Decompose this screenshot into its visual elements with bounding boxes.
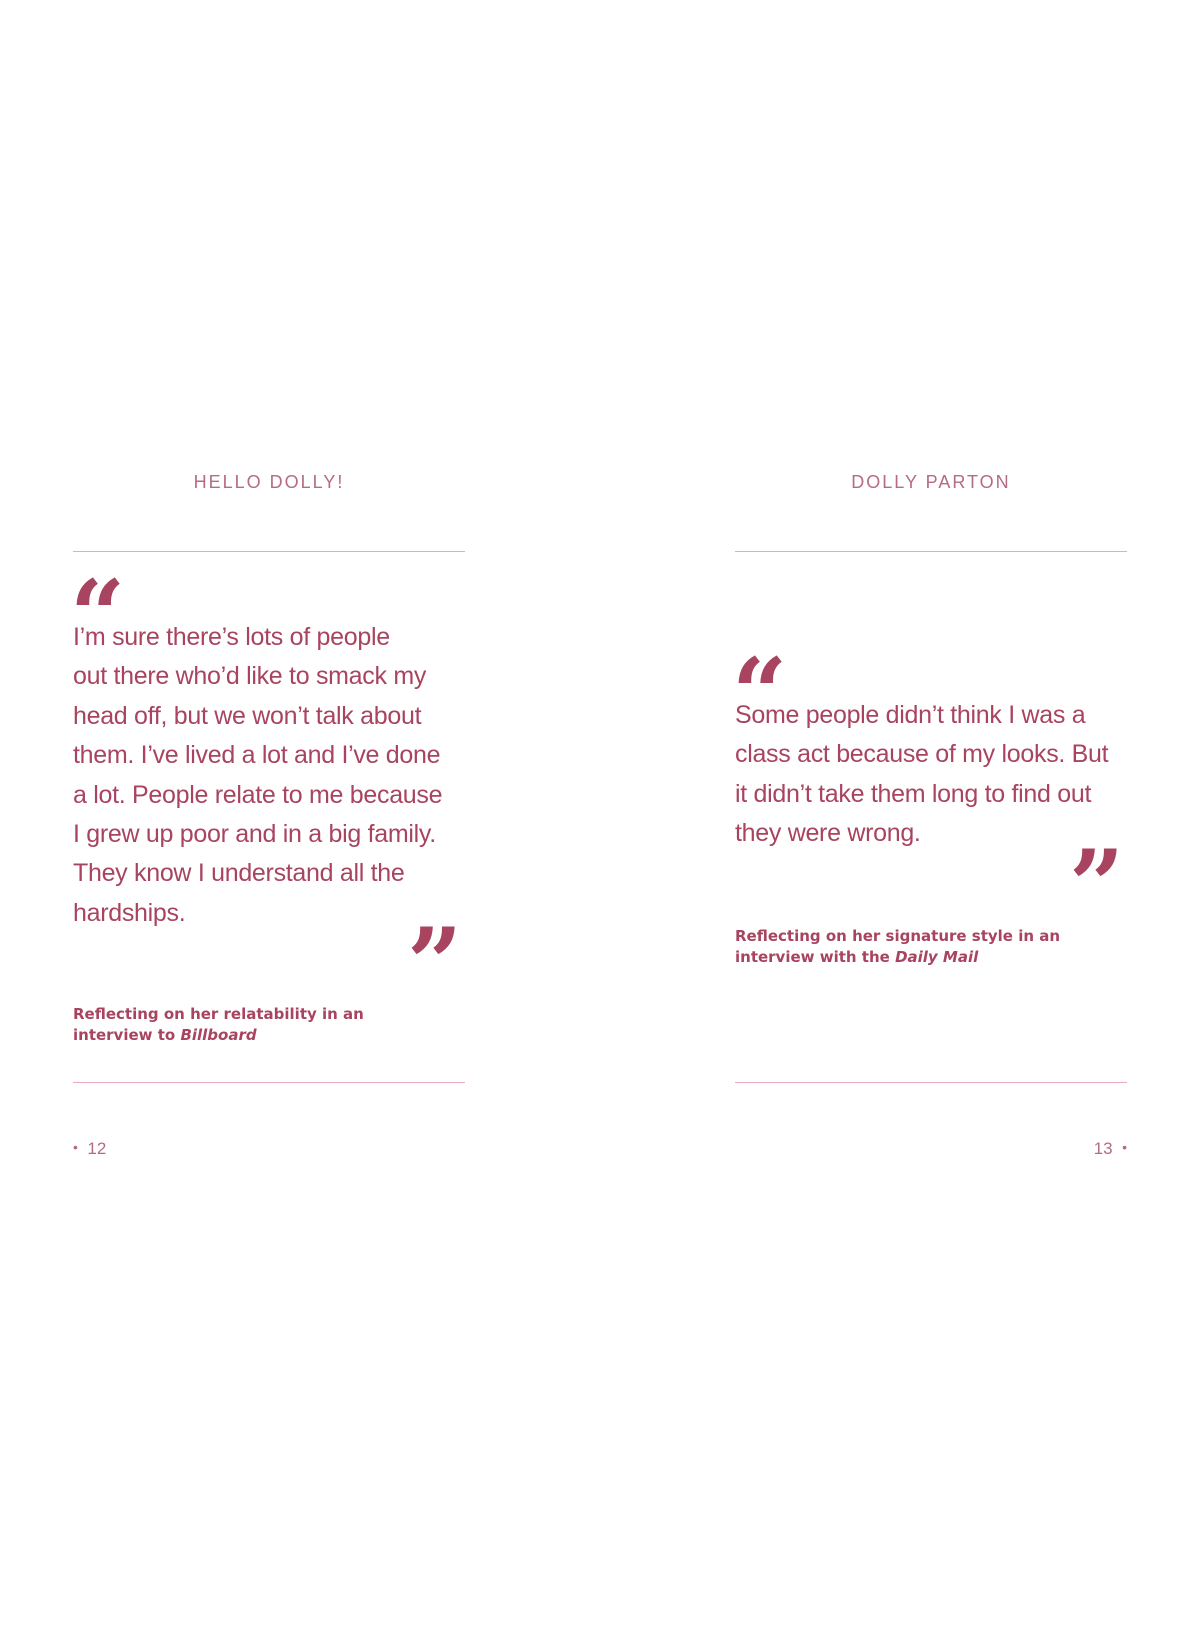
quote-line: them. I’ve lived a lot and I’ve done <box>73 741 441 770</box>
quote-line: out there who’d like to smack my <box>73 662 427 691</box>
attribution-prefix: interview to <box>73 1026 181 1044</box>
quote-line: a lot. People relate to me because <box>73 780 443 809</box>
quote-line: head off, but we won’t talk about <box>73 701 422 730</box>
open-quote-icon: “ <box>70 559 126 672</box>
page-number: 13 <box>1093 1139 1113 1158</box>
bullet-icon: • <box>1122 1139 1127 1155</box>
close-quote-icon: ” <box>407 907 463 1020</box>
running-head-right: DOLLY PARTON <box>851 472 1011 492</box>
attribution-right <box>735 926 1127 968</box>
bottom-rule-right <box>735 1082 1127 1083</box>
quote-line: I grew up poor and in a big family. <box>73 820 436 849</box>
left-page <box>70 0 465 1633</box>
quote-line: they were wrong. <box>735 819 921 848</box>
attribution-line: Reflecting on her relatability in an <box>73 1005 364 1023</box>
quote-line: Some people didn’t think I was a <box>735 701 1086 729</box>
quote-line: They know I understand all the <box>73 859 405 888</box>
quote-line: class act because of my looks. But <box>735 740 1109 769</box>
attribution-source: Daily Mail <box>895 948 979 966</box>
quote-line: it didn’t take them long to find out <box>735 779 1092 808</box>
top-rule-left <box>73 551 465 552</box>
running-head-left: HELLO DOLLY! <box>193 472 345 492</box>
open-quote-icon: “ <box>732 637 788 750</box>
top-rule-right <box>735 551 1127 552</box>
attribution-line: Reflecting on her signature style in an <box>735 927 1061 945</box>
page-number-left <box>73 1139 106 1159</box>
attribution-line <box>735 947 1127 968</box>
attribution-left <box>73 1004 465 1046</box>
page-number-right <box>1094 1139 1127 1159</box>
quote-line: I’m sure there’s lots of people <box>73 623 390 651</box>
bottom-rule-left <box>73 1082 465 1083</box>
attribution-line <box>73 1025 465 1046</box>
bullet-icon: • <box>73 1139 78 1155</box>
attribution-source: Billboard <box>180 1026 257 1044</box>
close-quote-icon: ” <box>1069 829 1125 942</box>
quote-text-left <box>73 618 465 933</box>
attribution-prefix: interview with the <box>735 948 896 966</box>
quote-line: hardships. <box>73 898 186 927</box>
page-number: 12 <box>87 1139 107 1158</box>
right-page <box>732 0 1127 1633</box>
